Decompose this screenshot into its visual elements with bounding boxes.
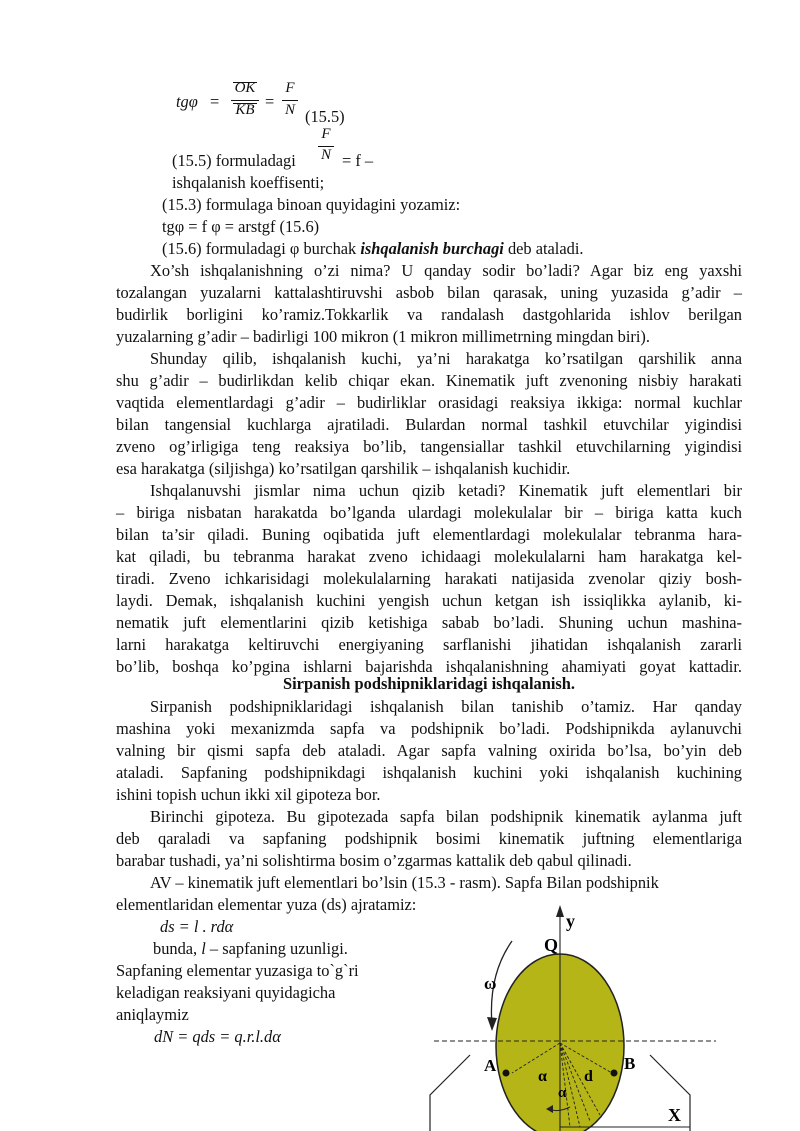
- y-axis-arrow: [556, 905, 564, 917]
- formula-equals-1: =: [210, 92, 220, 111]
- point-b-dot: [611, 1070, 618, 1077]
- point-a-dot: [503, 1070, 510, 1077]
- para5-line: Birinchi gipoteza. Bu gipotezada sapfa bilan podshipnik kinematik aylanma juft: [150, 807, 742, 826]
- coef-fraction-numerator: F: [321, 126, 331, 142]
- bunda-line: [153, 939, 348, 959]
- para3-line: nematik juft elementlarini qizib ketishiga sabab bo’ladi. Shuning uchun mashina-: [116, 613, 742, 632]
- label-q: Q: [544, 935, 559, 955]
- para4-line: Sirpanish podshipniklaridagi ishqalanish bilan tanishib o’tamiz. Har qanday: [150, 697, 742, 716]
- friction-angle-term: ishqalanish burchagi: [360, 239, 504, 258]
- fraction-denominator-n: N: [284, 102, 295, 118]
- equation-ds: ds = l . rdα: [160, 917, 234, 936]
- para3-line: bilan ta’sir qiladi. Buning oqibatida juft elementlardagi molekulalar tebranma hara-: [116, 525, 742, 544]
- para1-line: Xo’sh ishqalanishning o’zi nima? U qanday sodir bo’ladi? Agar biz eng yaxshi: [150, 261, 742, 280]
- para1-line: budirlik borligini ko’ramiz.Tokkarlik va randalash dastgohlarida ishlov berilgan: [116, 305, 742, 324]
- friction-angle-prefix: (15.6) formuladagi φ burchak: [162, 239, 361, 258]
- label-omega: ω: [484, 974, 497, 993]
- left-column-line: keladigan reaksiyani quyidagicha: [116, 983, 336, 1002]
- para3-line: laydi. Demak, ishqalanish kuchini yengish uchun ketgan ish issiqlikka aylanib, ki-: [116, 591, 742, 610]
- para4-line: ataladi. Sapfaning podshipnikdagi ishqalanish kuchini yoki ishqalanish kuchining: [116, 763, 742, 782]
- fraction-denominator-kb: KB: [235, 102, 255, 118]
- section-heading: Sirpanish podshipniklaridagi ishqalanish.: [283, 674, 575, 693]
- label-alpha-2: α: [558, 1085, 567, 1101]
- formula-number-15-5: (15.5): [305, 107, 345, 126]
- label-a: A: [484, 1056, 497, 1075]
- para2-line: bilan tangensial kuchlarga ajratiladi. Bulardan normal tashkil etuvchilar yigindisi: [116, 415, 742, 434]
- rotation-arrow-head: [487, 1017, 497, 1031]
- fraction-bar-1: [231, 100, 259, 101]
- bunda-symbol: l: [201, 939, 206, 958]
- para1-line: tozalangan yuzalarni kattalashtiruvshi asbob bilan qarasak, uning yuzasida g’adir –: [116, 283, 742, 302]
- coef-line-prefix: (15.5) formuladagi: [172, 151, 296, 170]
- label-d: d: [584, 1068, 593, 1085]
- para2-line: shu g’adir – budirlikdan kelib chiqar ekan. Kinematik juft zvenoning nisbiy harakati: [116, 371, 742, 390]
- fraction-bar-2: [282, 100, 298, 101]
- para5-line: barabar tushadi, ya’ni solishtirma bosim o’zgarmas kattalik deb qabul qilinadi.: [116, 851, 632, 870]
- label-alpha-1: α: [538, 1068, 547, 1085]
- para3-line: bo’lib, boshqa ko’pgina ishlarni bajarishda ishqalanishning ahamiyati goyat kattadir.: [116, 657, 742, 676]
- para3-line: kat qiladi, bu tebranma harakat zveno ichidaagi molekulalarni ham harakatga kel-: [116, 547, 742, 566]
- para2-line: vaqtida elementlardagi g’adir – budirliklar orasidagi reaksiya ikkiga: normal kuchlar: [116, 393, 742, 412]
- left-column-line: aniqlaymiz: [116, 1005, 189, 1024]
- left-column-line: Sapfaning elementar yuzasiga to`g`ri: [116, 961, 359, 980]
- fraction-numerator-f: F: [285, 80, 295, 96]
- para6-line: AV – kinematik juft elementlari bo’lsin (15.3 - rasm). Sapfa Bilan podshipnik: [150, 873, 659, 892]
- formula-15-6: tgφ = f φ = arstgf (15.6): [162, 217, 320, 236]
- bunda-suffix: – sapfaning uzunligi.: [205, 939, 348, 958]
- para1-line: yuzalarning g’adir – badirligi 100 mikron (1 mikron millimetrning mingdan biri).: [116, 327, 650, 346]
- para3-line: larni harakatga keltiruvchi energiyaning sarflanishi jihatidan ishqalanish zararli: [116, 635, 742, 654]
- para4-line: ishini topish uchun ikki xil gipoteza bor.: [116, 785, 381, 804]
- coef-fraction-denominator: N: [320, 147, 331, 163]
- label-y: y: [566, 911, 575, 931]
- equation-dN: dN = qds = q.r.l.dα: [154, 1027, 281, 1046]
- para6-line: elementlaridan elementar yuza (ds) ajratamiz:: [116, 895, 417, 914]
- bunda-prefix: bunda,: [153, 939, 202, 958]
- journal-bearing-figure: [420, 895, 720, 1131]
- para2-line: esa harakatga (siljishga) ko’rsatilgan qarshilik – ishqalanish kuchidir.: [116, 459, 571, 478]
- coef-line-suffix: = f –: [342, 151, 374, 170]
- label-b: B: [624, 1054, 636, 1073]
- coef-definition: ishqalanish koeffisenti;: [172, 173, 325, 192]
- friction-angle-line: [162, 239, 583, 259]
- bearing-left-outline: [430, 1055, 470, 1131]
- para4-line: mashina yoki mexanizmda sapfa va podshipnik bo’ladi. Podshipnikda aylanuvchi: [116, 719, 742, 738]
- friction-angle-suffix: deb ataladi.: [503, 239, 584, 258]
- para3-line: Ishqalanuvshi jismlar nima uchun qizib ketadi? Kinematik juft elementlari bir: [150, 481, 742, 500]
- formula-intro-line: (15.3) formulaga binoan quyidagini yozamiz:: [162, 195, 461, 214]
- fraction-numerator-ok: OK: [234, 80, 256, 96]
- para5-line: deb qaraladi va sapfaning podshipnik bosimi kinematik juftning elementlariga: [116, 829, 742, 848]
- formula-equals-2: =: [265, 92, 275, 111]
- label-x: X: [668, 1105, 681, 1125]
- formula-lhs: tgφ: [176, 92, 198, 111]
- para3-line: – biriga nisbatan harakatda bo’lganda ulardagi molekulalar bir – biriga katta kuch: [116, 503, 742, 522]
- para2-line: Shunday qilib, ishqalanish kuchi, ya’ni harakatga ko’rsatilgan qarshilik anna: [150, 349, 742, 368]
- para2-line: zveno og’irligiga teng reaksiya bo’lib, tangensiallar tashkil etuvchilarning yigindisi: [116, 437, 742, 456]
- para3-line: tiradi. Zveno ichkarisidagi molekulalarning harakati natijasida zvenolar qiziy bosh-: [116, 569, 742, 588]
- para4-line: valning bir qismi sapfa deb ataladi. Agar sapfa valning oxirida bo’lsa, bo’yin deb: [116, 741, 742, 760]
